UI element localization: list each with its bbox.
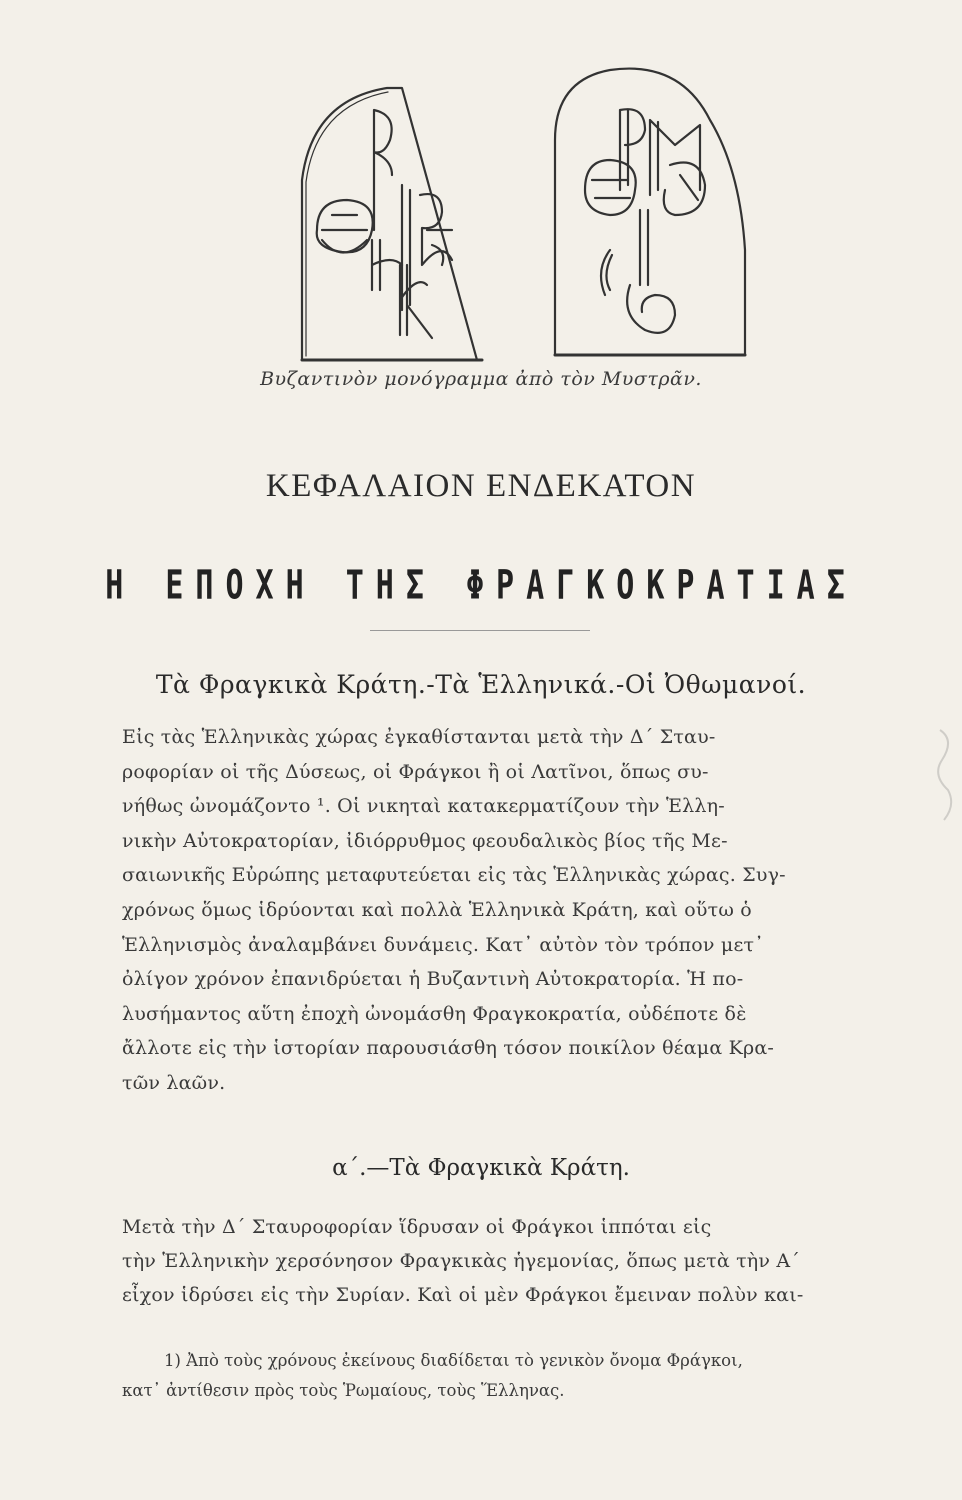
footnote-line: 1) Ἀπὸ τοὺς χρόνους ἐκείνους διαδίδεται τὸ γενικὸν ὄνομα Φράγκοι, <box>164 1351 743 1370</box>
chapter-subtitle: Τὰ Φραγκικὰ Κράτη.-Τὰ Ἑλληνικά.-Οἱ Ὀθωμανοί. <box>155 670 807 699</box>
text-line: τὴν Ἑλληνικὴν χερσόνησον Φραγκικὰς ἡγεμονίας, ὅπως μετὰ τὴν Α΄ <box>122 1250 800 1272</box>
text-line: ροφορίαν οἱ τῆς Δύσεως, οἱ Φράγκοι ἢ οἱ Λατῖνοι, ὅπως συ- <box>122 760 709 783</box>
text-line: Μετὰ τὴν Δ΄ Σταυροφορίαν ἵδρυσαν οἱ Φράγκοι ἱππόται εἰς <box>122 1216 712 1238</box>
margin-pencil-mark <box>930 720 960 830</box>
monogram-left-drawing <box>292 80 492 365</box>
text-line: τῶν λαῶν. <box>122 1071 226 1094</box>
chapter-title-heading: Η ΕΠΟΧΗ ΤΗΣ ΦΡΑΓΚΟΚΡΑΤΙΑΣ <box>105 562 857 610</box>
text-line: Ἑλληνισμὸς ἀναλαμβάνει δυνάμεις. Κατ᾽ αὐτὸν τὸν τρόπον μετ᾽ <box>122 933 764 956</box>
paragraph-intro <box>122 720 862 1101</box>
text-line: σαιωνικῆς Εὐρώπης μεταφυτεύεται εἰς τὰς Ἑλληνικὰς χώρας. Συγ- <box>122 864 786 887</box>
text-line: λυσήμαντος αὕτη ἐποχὴ ὠνομάσθη Φραγκοκρατία, οὐδέποτε δὲ <box>122 1002 747 1025</box>
section-heading: α΄.—Τὰ Φραγκικὰ Κράτη. <box>332 1155 630 1181</box>
paragraph-section-a <box>122 1210 862 1312</box>
figure-caption: Βυζαντινὸν μονόγραμμα ἀπὸ τὸν Μυστρᾶν. <box>260 368 702 390</box>
text-line: Εἰς τὰς Ἑλληνικὰς χώρας ἐγκαθίστανται μετὰ τὴν Δ΄ Σταυ- <box>122 726 716 748</box>
footnote-line: κατ᾽ ἀντίθεσιν πρὸς τοὺς Ῥωμαίους, τοὺς Ἕλληνας. <box>122 1381 565 1400</box>
chapter-number-heading: ΚΕΦΑΛΑΙΟΝ ΕΝΔΕΚΑΤΟΝ <box>265 468 697 504</box>
text-line: νήθως ὠνομάζοντο ¹. Οἱ νικηταὶ κατακερματίζουν τὴν Ἑλλη- <box>122 795 725 818</box>
footnote <box>122 1346 862 1406</box>
text-line: χρόνως ὅμως ἱδρύονται καὶ πολλὰ Ἑλληνικὰ Κράτη, καὶ οὕτω ὁ <box>122 898 752 921</box>
text-line: νικὴν Αὐτοκρατορίαν, ἰδιόρρυθμος φεουδαλικὸς βίος τῆς Με- <box>122 829 728 852</box>
title-divider <box>370 630 590 631</box>
text-line: ἄλλοτε εἰς τὴν ἱστορίαν παρουσιάσθη τόσον ποικίλον θέαμα Κρα- <box>122 1037 775 1060</box>
text-line: εἶχον ἱδρύσει εἰς τὴν Συρίαν. Καὶ οἱ μὲν Φράγκοι ἔμειναν πολὺν και- <box>122 1284 804 1306</box>
text-line: ὀλίγον χρόνον ἐπανιδρύεται ἡ Βυζαντινὴ Αὐτοκρατορία. Ἡ πο- <box>122 968 744 991</box>
monogram-right-drawing <box>550 50 750 360</box>
